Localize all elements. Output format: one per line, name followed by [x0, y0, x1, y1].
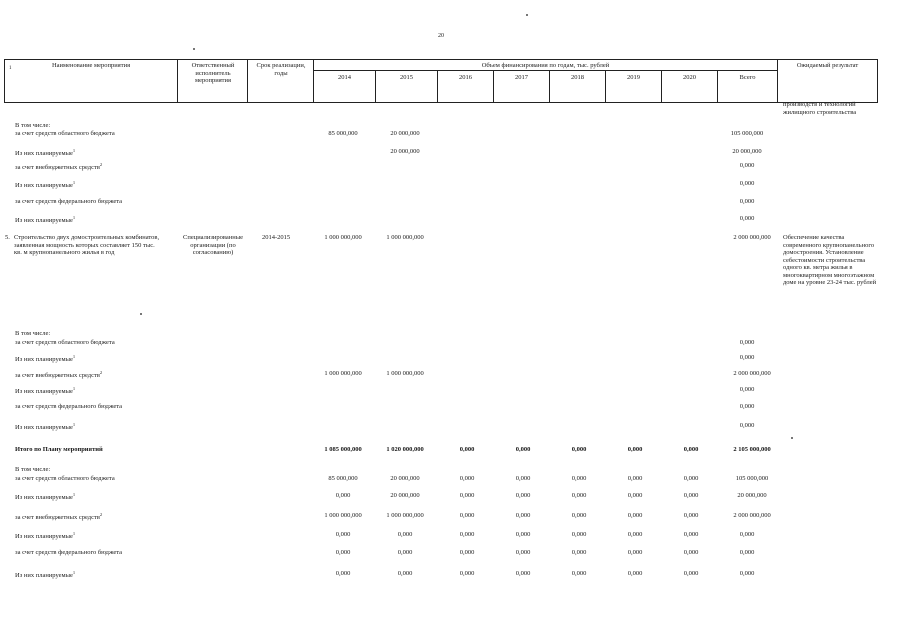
- cell-2017: 0,000: [515, 512, 531, 519]
- header-cell-name: [4, 59, 178, 103]
- row-label: за счет средств федерального бюджета: [15, 198, 123, 205]
- cell-2018: 0,000: [571, 549, 587, 556]
- cell-2018: 0,000: [571, 531, 587, 538]
- cell-2016: 0,000: [459, 531, 475, 538]
- cell-2020: 0,000: [683, 512, 699, 519]
- cell-2014: 85 000,000: [328, 130, 358, 137]
- row-label: за счет средств федерального бюджета: [15, 403, 123, 410]
- row-label: Из них планируемые: [15, 150, 73, 158]
- cell-2017: 0,000: [515, 492, 531, 499]
- cell-2015: 20 000,000: [390, 475, 420, 482]
- cell-2018: 0,000: [571, 492, 587, 499]
- table-row: [0, 386, 905, 396]
- cell-2015: 1 000 000,000: [386, 370, 424, 377]
- cell-total: 0,000: [739, 180, 755, 187]
- cell-2014: 0,000: [335, 492, 351, 499]
- cell-2020: 0,000: [683, 570, 699, 577]
- header-cell-result: [777, 59, 878, 103]
- row-label: Из них планируемые: [15, 572, 73, 580]
- cell-2015: 0,000: [397, 549, 413, 556]
- cell-total: 0,000: [739, 403, 755, 410]
- row-label: за счет внебюджетных средств: [15, 164, 100, 172]
- item-name: Строительство двух домостроительных комбинатов, заявленная мощность которых составляет 150 тыс. кв. м крупнопанельного жилья в год: [14, 234, 160, 256]
- item-number: 5.: [5, 234, 10, 241]
- item-executor: Специализированные организации (по согласованию): [183, 234, 243, 256]
- header-year-2014: [313, 70, 376, 103]
- cell-2018: 0,000: [571, 446, 587, 453]
- cell-2016: 0,000: [459, 446, 475, 453]
- footnote-mark: 1: [72, 215, 76, 220]
- header-year-2017: [493, 70, 550, 103]
- header-name: Наименование мероприятия: [51, 62, 131, 69]
- cell-2020: 0,000: [683, 446, 699, 453]
- cell-total: 20 000,000: [737, 492, 767, 499]
- header-year-label: 2018: [571, 74, 584, 81]
- row-label: Из них планируемые: [15, 356, 73, 364]
- total-plan-row: [0, 446, 905, 456]
- row-label: Из них планируемые: [15, 424, 73, 432]
- header-year-2019: [605, 70, 662, 103]
- row-label: за счет средств федерального бюджета: [15, 549, 123, 556]
- header-year-2015: [375, 70, 438, 103]
- cell-2014: 1 000 000,000: [324, 370, 362, 377]
- column-index: 1: [9, 66, 12, 71]
- cell-total: 2 000 000,000: [733, 370, 771, 377]
- header-cell-period: [247, 59, 314, 103]
- cell-total: 2 000 000,000: [733, 512, 771, 519]
- footnote-mark: 1: [72, 180, 76, 185]
- footnote-mark: 1: [72, 354, 76, 359]
- row-label: Из них планируемые: [15, 217, 73, 225]
- table-row: [0, 339, 905, 349]
- item-period: 2014-2015: [262, 234, 291, 241]
- cell-2017: 0,000: [515, 446, 531, 453]
- row-label: Из них планируемые: [15, 494, 73, 502]
- footnote-mark: 1: [72, 386, 76, 391]
- row-label: за счет средств областного бюджета: [15, 130, 115, 137]
- scan-speck: [140, 313, 142, 315]
- table-row: [0, 354, 905, 364]
- cell-total: 0,000: [739, 422, 755, 429]
- cell-total: 0,000: [739, 549, 755, 556]
- header-result: Ожидаемый результат: [796, 62, 859, 69]
- table-row: [0, 403, 905, 413]
- page-number: 20: [438, 33, 444, 39]
- row-label: Из них планируемые: [15, 533, 73, 541]
- cell-total: 105 000,000: [730, 130, 764, 137]
- cell-total: 0,000: [739, 386, 755, 393]
- header-year-label: 2016: [459, 74, 472, 81]
- cell-total: 0,000: [739, 162, 755, 169]
- table-row: [0, 180, 905, 190]
- cell-total: 0,000: [739, 339, 755, 346]
- cell-2020: 0,000: [683, 549, 699, 556]
- table-row: [0, 198, 905, 208]
- header-year-total: [717, 70, 778, 103]
- table-row: [0, 130, 905, 140]
- cell-2015: 1 020 000,000: [386, 446, 424, 453]
- table-row: [0, 475, 905, 485]
- table-row: [0, 162, 905, 172]
- header-year-label: Всего: [739, 74, 756, 81]
- cell-2018: 0,000: [571, 512, 587, 519]
- table-row: [0, 549, 905, 559]
- cell-2017: 0,000: [515, 549, 531, 556]
- including-label: В том числе:: [15, 330, 51, 337]
- cell-2016: 0,000: [459, 492, 475, 499]
- table-row: [0, 370, 905, 380]
- header-year-label: 2015: [400, 74, 413, 81]
- footnote-mark: 1: [72, 422, 76, 427]
- header-year-2018: [549, 70, 606, 103]
- footnote-mark: 1: [72, 148, 76, 153]
- cell-2015: 0,000: [397, 570, 413, 577]
- table-row: [0, 570, 905, 580]
- table-row: [0, 531, 905, 541]
- cell-2015: 1 000 000,000: [386, 234, 424, 241]
- cell-2016: 0,000: [459, 570, 475, 577]
- row-label: за счет средств областного бюджета: [15, 475, 115, 482]
- cell-2014: 1 085 000,000: [324, 446, 362, 453]
- footnote-mark: 1: [72, 531, 76, 536]
- cell-2020: 0,000: [683, 531, 699, 538]
- cell-2017: 0,000: [515, 475, 531, 482]
- cell-2017: 0,000: [515, 570, 531, 577]
- cell-total: 0,000: [739, 198, 755, 205]
- cell-2014: 0,000: [335, 549, 351, 556]
- including-label: В том числе:: [15, 122, 51, 129]
- header-year-2020: [661, 70, 718, 103]
- total-label: Итого по Плану мероприятий: [15, 446, 103, 453]
- cell-2020: 0,000: [683, 475, 699, 482]
- table-row: [0, 148, 905, 158]
- footnote-mark: 2: [99, 370, 103, 375]
- footnote-mark: 1: [72, 492, 76, 497]
- scan-speck: [526, 14, 528, 16]
- cell-2020: 0,000: [683, 492, 699, 499]
- cell-2019: 0,000: [627, 475, 643, 482]
- cell-total: 0,000: [739, 215, 755, 222]
- cell-total: 105 000,000: [735, 475, 769, 482]
- row-label: за счет внебюджетных средств: [15, 514, 100, 522]
- header-year-label: 2014: [338, 74, 351, 81]
- cell-2018: 0,000: [571, 570, 587, 577]
- footnote-mark: 2: [99, 162, 103, 167]
- header-cell-executor: [177, 59, 248, 103]
- scan-speck: [791, 437, 793, 439]
- table-row: [0, 215, 905, 225]
- cell-2015: 0,000: [397, 531, 413, 538]
- cell-2015: 20 000,000: [390, 130, 420, 137]
- cell-2014: 1 000 000,000: [324, 512, 362, 519]
- table-row: [0, 422, 905, 432]
- cell-total: 0,000: [739, 354, 755, 361]
- cell-2019: 0,000: [627, 446, 643, 453]
- header-funding: Объем финансирования по годам, тыс. рублей: [481, 62, 610, 69]
- footnote-mark: 2: [99, 512, 103, 517]
- scan-speck: [193, 48, 195, 50]
- header-year-label: 2017: [515, 74, 528, 81]
- item-result: Обеспечение качества современного крупнопанельного домостроения. Установление себестоимости строительства одного кв. метра жилья в многоквартирном многоэтажном доме на уровне 23-24 тыс. рублей: [783, 234, 877, 286]
- cell-2014: 0,000: [335, 570, 351, 577]
- row-label: за счет средств областного бюджета: [15, 339, 115, 346]
- footnote-mark: 1: [72, 570, 76, 575]
- cell-total: 0,000: [739, 531, 755, 538]
- cell-2018: 0,000: [571, 475, 587, 482]
- cell-2019: 0,000: [627, 549, 643, 556]
- cell-total: 0,000: [739, 570, 755, 577]
- including-label: В том числе:: [15, 466, 51, 473]
- cell-2016: 0,000: [459, 512, 475, 519]
- cell-2019: 0,000: [627, 531, 643, 538]
- cell-2015: 20 000,000: [390, 148, 420, 155]
- table-row: [0, 492, 905, 502]
- cell-2014: 85 000,000: [328, 475, 358, 482]
- row-label: Из них планируемые: [15, 388, 73, 396]
- row-label: Из них планируемые: [15, 182, 73, 190]
- cell-2015: 20 000,000: [390, 492, 420, 499]
- cell-2016: 0,000: [459, 475, 475, 482]
- carryover-result: производств и технологий жилищного строительства: [783, 101, 857, 116]
- row-label: за счет внебюджетных средств: [15, 372, 100, 380]
- header-year-label: 2020: [683, 74, 696, 81]
- cell-total: 2 000 000,000: [733, 234, 771, 241]
- header-executor: Ответственный исполнитель мероприятия: [191, 62, 235, 84]
- cell-2015: 1 000 000,000: [386, 512, 424, 519]
- header-year-2016: [437, 70, 494, 103]
- cell-2014: 1 000 000,000: [324, 234, 362, 241]
- header-period: Срок реализации, годы: [256, 62, 306, 77]
- table-row: [0, 512, 905, 522]
- cell-total: 20 000,000: [732, 148, 762, 155]
- cell-total: 2 105 000,000: [733, 446, 771, 453]
- cell-2019: 0,000: [627, 570, 643, 577]
- cell-2014: 0,000: [335, 531, 351, 538]
- cell-2019: 0,000: [627, 492, 643, 499]
- cell-2017: 0,000: [515, 531, 531, 538]
- cell-2019: 0,000: [627, 512, 643, 519]
- header-year-label: 2019: [627, 74, 640, 81]
- cell-2016: 0,000: [459, 549, 475, 556]
